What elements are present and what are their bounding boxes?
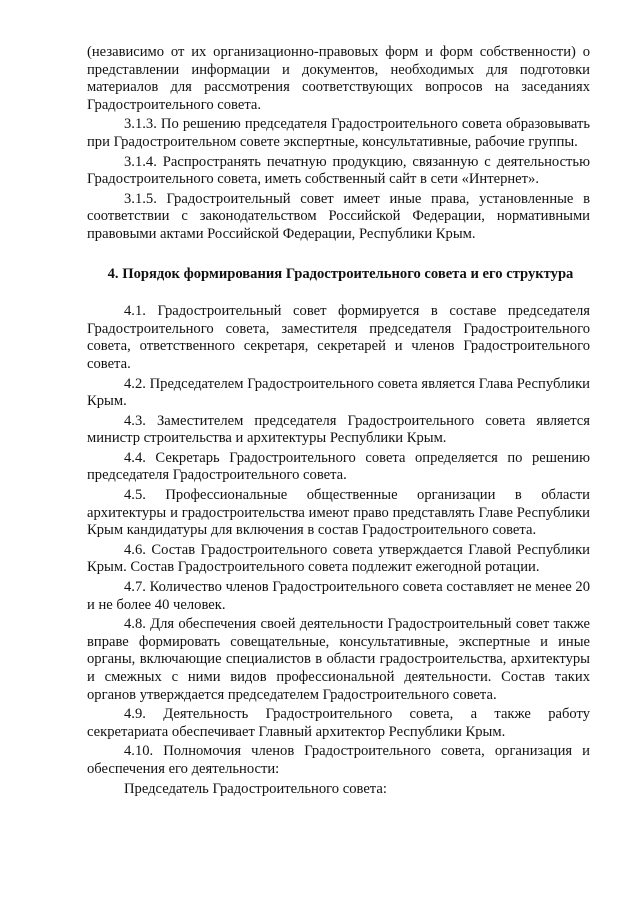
paragraph-continuation: (независимо от их организационно-правовых форм и форм собственности) о представлении информации и документов, необходимых для подготовки материалов для рассмотрения соответствующих вопросов на заседаниях Градостроительного совета. bbox=[87, 44, 590, 113]
paragraph-3-1-4: 3.1.4. Распространять печатную продукцию, связанную с деятельностью Градостроительного совета, иметь собственный сайт в сети «Интернет». bbox=[87, 153, 590, 188]
paragraph-4-1: 4.1. Градостроительный совет формируется в составе председателя Градостроительного совета, заместителя председателя Градостроительного совета, ответственного секретаря, секретарей и членов Градостроительного совета. bbox=[87, 303, 590, 372]
paragraph-3-1-3: 3.1.3. По решению председателя Градостроительного совета образовывать при Градостроительном совете экспертные, консультативные, рабочие группы. bbox=[87, 116, 590, 150]
paragraph-4-2: 4.2. Председателем Градостроительного совета является Глава Республики Крым. bbox=[87, 375, 590, 410]
paragraph-4-3: 4.3. Заместителем председателя Градостроительного совета является министр строительства и архитектуры Республики Крым. bbox=[87, 412, 590, 447]
section-heading: 4. Порядок формирования Градостроительного совета и его структура bbox=[107, 265, 574, 282]
paragraph-4-9: 4.9. Деятельность Градостроительного совета, а также работу секретариата обеспечивает Главный архитектор Республики Крым. bbox=[87, 706, 590, 740]
paragraph-4-7: 4.7. Количество членов Градостроительного совета составляет не менее 20 и не более 40 человек. bbox=[87, 579, 590, 613]
paragraph-4-4: 4.4. Секретарь Градостроительного совета определяется по решению председателя Градостроительного совета. bbox=[87, 449, 590, 484]
paragraph-4-8: 4.8. Для обеспечения своей деятельности Градостроительный совет также вправе формировать совещательные, консультативные, экспертные и иные органы, включающие специалистов в области градостроительства, архитектуры и смежных с ними видов профессиональной деятельности. Состав таких органов утверждается председателем Градостроительного совета. bbox=[87, 616, 590, 703]
paragraph-4-6: 4.6. Состав Градостроительного совета утверждается Главой Республики Крым. Состав Градостроительного совета подлежит ежегодной ротации. bbox=[87, 541, 590, 576]
paragraph-4-5: 4.5. Профессиональные общественные организации в области архитектуры и градостроительства имеют право представлять Главе Республики Крым кандидатуры для включения в состав Градостроительного совета. bbox=[87, 487, 590, 539]
paragraph-chairman: Председатель Градостроительного совета: bbox=[124, 780, 387, 797]
paragraph-3-1-5: 3.1.5. Градостроительный совет имеет иные права, установленные в соответствии с законодательством Российской Федерации, нормативными правовыми актами Российской Федерации, Республики Крым. bbox=[87, 190, 590, 242]
paragraph-4-10: 4.10. Полномочия членов Градостроительного совета, организация и обеспечения его деятельности: bbox=[87, 743, 590, 777]
